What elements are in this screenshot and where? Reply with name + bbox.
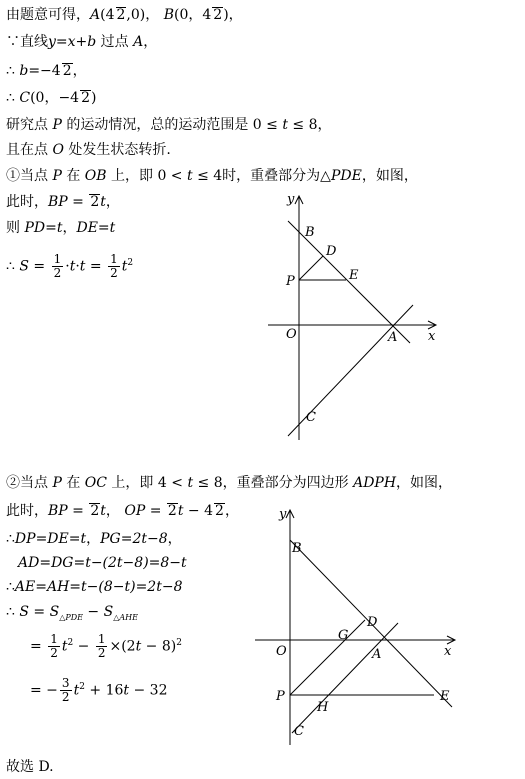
quad-ADPH: ADPH	[353, 475, 397, 491]
text: − 4	[183, 503, 214, 519]
fig1-segment-PD	[299, 256, 323, 280]
equation: y=x+b	[48, 34, 97, 50]
text: ≤ 8，重叠部分为四边形	[193, 475, 354, 491]
text: =	[67, 503, 89, 519]
fraction	[48, 633, 60, 660]
denominator: 2	[61, 690, 70, 705]
point-O: O	[52, 142, 64, 158]
var-t: t	[121, 258, 128, 275]
radicand: 2	[213, 7, 223, 23]
text: ，	[72, 63, 87, 79]
text: ，	[167, 531, 182, 547]
line-18	[30, 670, 167, 708]
radicand: 2	[62, 63, 72, 79]
text: (4	[100, 7, 115, 23]
denominator: 2	[50, 646, 58, 661]
line-17	[30, 626, 182, 664]
line-2	[6, 33, 157, 51]
exponent: 2	[67, 638, 74, 648]
denominator: 2	[97, 646, 106, 661]
numerator: 1	[50, 632, 58, 647]
text: ∴	[6, 531, 15, 547]
text: ，	[105, 194, 120, 210]
text: ∴	[6, 604, 20, 620]
text: ，如图，	[361, 168, 418, 184]
text: ∵直线	[6, 34, 48, 50]
text: ∴	[6, 63, 20, 79]
sqrt	[167, 503, 178, 518]
sqrt	[212, 7, 223, 22]
segment-BP: BP	[48, 503, 68, 519]
sqrt	[80, 90, 91, 105]
var-t: t	[282, 117, 288, 133]
triangle-PDE: PDE	[330, 168, 362, 184]
var-S: S	[49, 604, 60, 620]
fraction	[96, 633, 108, 660]
text: ∴	[6, 579, 15, 595]
text: 故选 D.	[6, 759, 54, 775]
var-t: t	[61, 638, 68, 655]
var-b: b	[19, 63, 29, 79]
text: 研究点	[6, 117, 53, 133]
fig2-label-H: H	[317, 700, 329, 715]
text: =−4	[28, 63, 61, 79]
line-14	[18, 554, 187, 572]
subscript: △AHE	[113, 612, 138, 622]
numerator: 1	[53, 252, 62, 267]
text: ≤ 8，	[287, 117, 332, 133]
text: 在	[61, 475, 85, 491]
fig1-label-C: C	[306, 410, 316, 425]
radicand: 2	[81, 90, 91, 106]
segment-OB: OB	[84, 168, 107, 184]
text: (0，−4	[30, 90, 80, 106]
text: ②当点	[6, 475, 53, 491]
fraction	[108, 253, 120, 280]
var-t: t	[73, 682, 80, 699]
fig2-segment-PD	[290, 620, 365, 695]
fig2-label-D: D	[367, 615, 378, 630]
text: ∴	[6, 258, 20, 275]
fig1-label-O: O	[286, 327, 297, 342]
point-A: A	[133, 34, 144, 50]
segment-OC: OC	[84, 475, 107, 491]
denominator: 2	[110, 266, 118, 281]
fig2-label-E: E	[440, 689, 450, 704]
segment-BP: BP	[48, 194, 68, 210]
point-C: C	[19, 90, 31, 106]
text: =	[67, 194, 89, 210]
equation: DP=DE=t	[14, 531, 87, 547]
line-11	[6, 474, 452, 492]
figure-1	[260, 190, 450, 440]
point-P: P	[52, 168, 62, 184]
text: =	[85, 258, 107, 275]
fig1-label-P: P	[286, 274, 295, 289]
fraction	[52, 253, 64, 280]
text: ①当点	[6, 168, 53, 184]
fig1-label-E: E	[349, 268, 359, 283]
text: 由题意可得，	[6, 7, 90, 23]
exponent: 2	[79, 682, 85, 692]
fig1-label-D: D	[326, 244, 337, 259]
text: − 32	[129, 682, 168, 699]
var-S: S	[103, 604, 114, 620]
fig2-label-B: B	[292, 541, 302, 556]
radicand: 2	[116, 7, 126, 23]
text: (0，4	[174, 7, 212, 23]
fig1-label-B: B	[305, 225, 315, 240]
sqrt	[214, 503, 225, 518]
line-5	[6, 116, 332, 134]
text: 的运动情况，总的运动范围是 0 ≤	[61, 117, 283, 133]
text: ，	[143, 34, 158, 50]
subscript: △PDE	[59, 612, 83, 622]
fig1-label-A: A	[388, 330, 398, 345]
var-t: t	[100, 503, 106, 519]
radicand: 2	[167, 503, 177, 519]
text: 此时，	[6, 194, 48, 210]
equation: AE=AH=t−(8−t)=2t−8	[14, 579, 183, 595]
fig2-label-x: x	[444, 644, 452, 659]
line-16	[6, 603, 138, 627]
text: 过点	[96, 34, 134, 50]
var-t: t	[123, 682, 130, 699]
equation: AD=DG=t−(2t−8)=8−t	[18, 555, 187, 571]
line-8	[6, 193, 120, 211]
fig2-label-O: O	[276, 644, 287, 659]
exponent: 2	[176, 638, 182, 648]
radicand: 2	[215, 503, 224, 519]
line-9	[6, 219, 115, 237]
numerator: 1	[110, 252, 118, 267]
var-t: t	[135, 638, 142, 655]
sqrt	[62, 63, 73, 78]
line-10	[6, 246, 133, 284]
text: ∴	[6, 90, 20, 106]
text: 上，即 0 <	[106, 168, 187, 184]
text: )，	[223, 7, 243, 23]
exponent: 2	[127, 258, 134, 268]
fraction	[60, 677, 72, 704]
text: ，如图，	[396, 475, 453, 491]
numerator: 3	[61, 676, 70, 691]
text: =	[28, 604, 50, 620]
text: ，	[86, 531, 101, 547]
segment-OP: OP	[124, 503, 146, 519]
text: ·	[65, 258, 70, 275]
text: 此时，	[6, 503, 48, 519]
text: 则	[6, 220, 25, 236]
line-12	[6, 502, 239, 520]
fig2-label-y: y	[279, 507, 287, 522]
line-6	[6, 141, 171, 159]
denominator: 2	[53, 266, 62, 281]
equation: DE=t	[76, 220, 116, 236]
text: −	[82, 604, 104, 620]
line-3	[6, 62, 87, 80]
line-13	[6, 530, 182, 548]
text: = −	[30, 682, 58, 699]
fig1-label-x: x	[428, 329, 436, 344]
equation: PD=t	[24, 220, 63, 236]
text: 处发生状态转折.	[63, 142, 171, 158]
text: ·	[75, 258, 80, 275]
fig2-label-P: P	[276, 689, 285, 704]
numerator: 1	[97, 632, 106, 647]
sqrt	[89, 194, 100, 209]
var-t: t	[177, 503, 184, 519]
line-4	[6, 89, 96, 107]
text: + 16	[84, 682, 124, 699]
text: 且在点	[6, 142, 53, 158]
sqrt	[116, 7, 127, 22]
text: ，	[224, 503, 239, 519]
var-t: t	[79, 258, 86, 275]
fig2-label-C: C	[294, 724, 304, 739]
fig2-label-G: G	[338, 628, 349, 643]
radicand: 2	[90, 503, 100, 519]
text: ，	[62, 220, 77, 236]
equation: PG=2t−8	[100, 531, 168, 547]
text: 在	[61, 168, 85, 184]
fig1-label-y: y	[287, 192, 295, 207]
text: ,0)，	[126, 7, 160, 23]
point-P: P	[52, 475, 62, 491]
text: =	[145, 503, 166, 519]
var-t: t	[187, 168, 193, 184]
text: =	[30, 638, 47, 655]
text: =	[28, 258, 50, 275]
figure-2	[250, 500, 462, 750]
sqrt	[89, 503, 100, 518]
radicand: 2	[90, 194, 100, 210]
var-S: S	[19, 258, 29, 275]
var-t: t	[100, 194, 106, 210]
line-19	[6, 758, 54, 776]
line-1	[6, 6, 243, 24]
var-t: t	[187, 475, 194, 491]
fig2-label-A: A	[372, 647, 382, 662]
text: )	[91, 90, 97, 106]
text: −	[73, 638, 94, 655]
var-t: t	[69, 258, 76, 275]
text: − 8)	[141, 638, 177, 655]
text: ×(2	[109, 638, 136, 655]
point-P: P	[52, 117, 62, 133]
point-B: B	[163, 7, 174, 23]
point-A: A	[90, 7, 101, 23]
var-S: S	[19, 604, 29, 620]
text: 上，即 4 <	[106, 475, 188, 491]
text: ，	[105, 503, 120, 519]
line-7	[6, 167, 418, 185]
text: ≤ 4时，重叠部分为△	[192, 168, 331, 184]
line-15	[6, 578, 182, 596]
